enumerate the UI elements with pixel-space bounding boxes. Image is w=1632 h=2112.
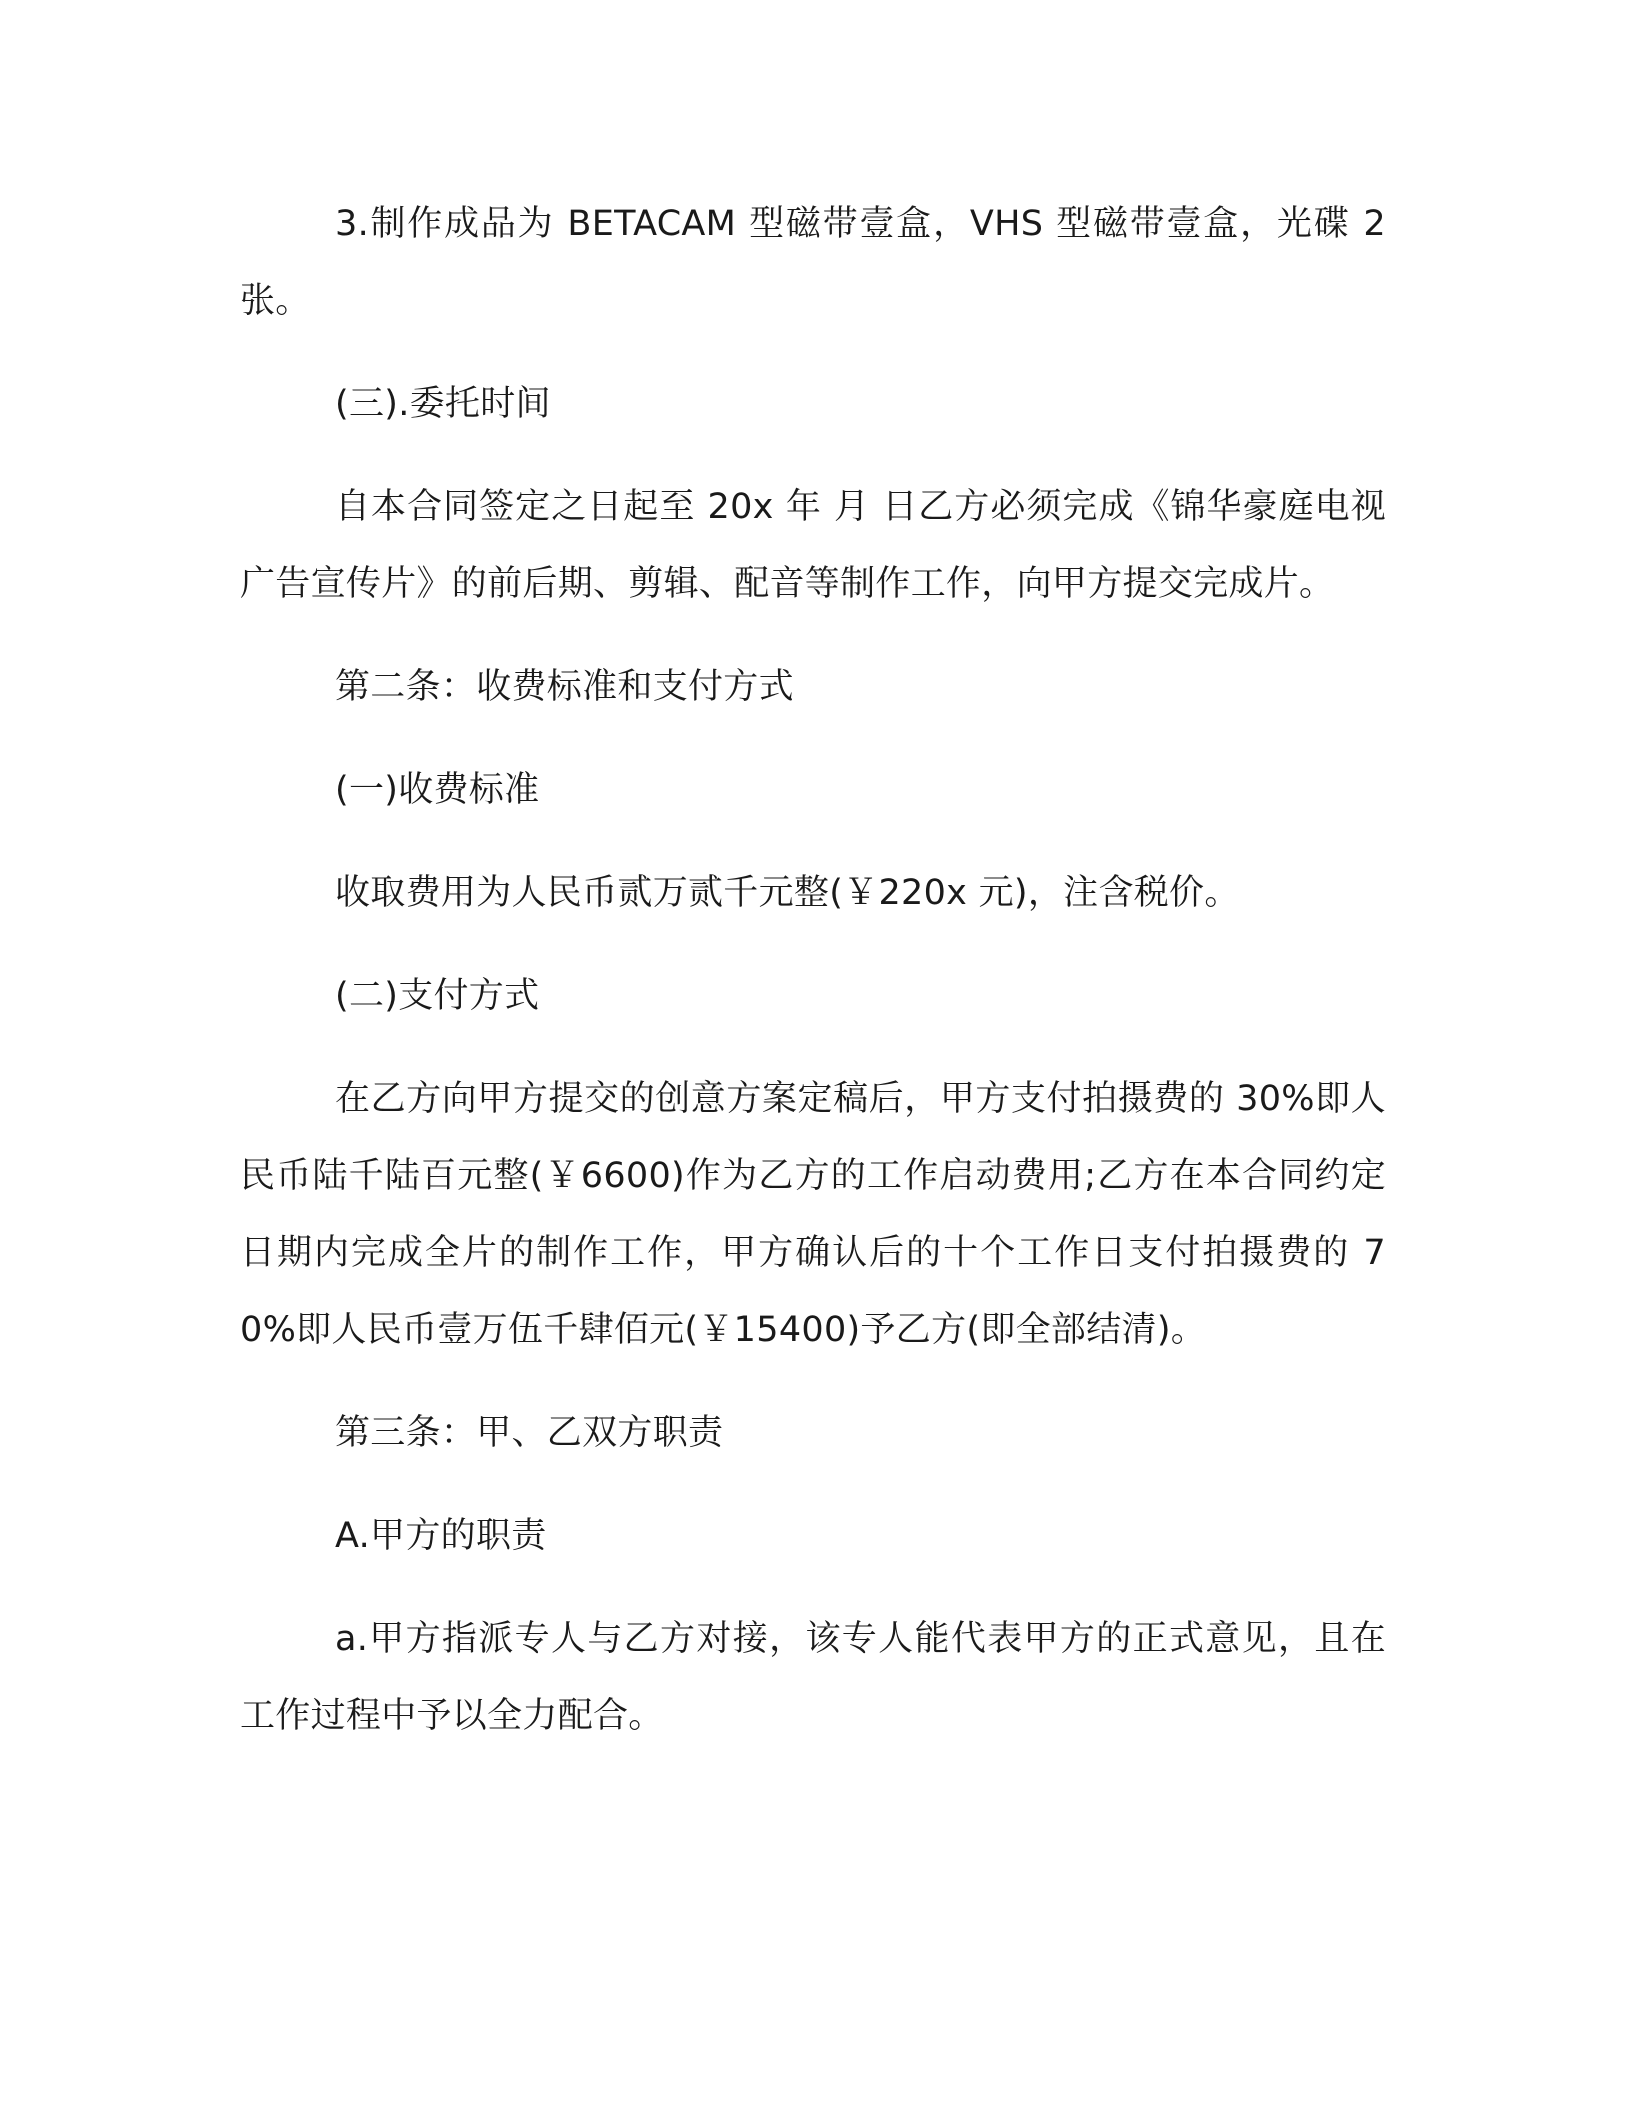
paragraph-product-deliverables: 3.制作成品为 BETACAM 型磁带壹盒，VHS 型磁带壹盒，光碟 2 张。	[240, 204, 1386, 321]
heading-party-a-duties: A.甲方的职责	[335, 1516, 547, 1556]
heading-payment-method: (二)支付方式	[335, 976, 540, 1016]
paragraph-party-a-duty-a: a.甲方指派专人与乙方对接，该专人能代表甲方的正式意见，且在工作过程中予以全力配合。	[240, 1619, 1386, 1736]
paragraph-payment-method: 在乙方向甲方提交的创意方案定稿后，甲方支付拍摄费的 30%即人民币陆千陆百元整(￥6600)作为乙方的工作启动费用;乙方在本合同约定日期内完成全片的制作工作，甲方确认后的十个工作日支付拍摄费的 70%即人民币壹万伍千肆佰元(￥15400)予乙方(即全部结清)。	[240, 1079, 1386, 1350]
heading-article-2: 第二条：收费标准和支付方式	[335, 667, 794, 707]
heading-fee-standard: (一)收费标准	[335, 770, 540, 810]
heading-article-3: 第三条：甲、乙双方职责	[335, 1413, 724, 1453]
document-body	[240, 186, 1386, 1781]
paragraph-commission-time: 自本合同签定之日起至 20x 年 月 日乙方必须完成《锦华豪庭电视广告宣传片》的前后期、剪辑、配音等制作工作，向甲方提交完成片。	[240, 487, 1386, 604]
heading-commission-time: (三).委托时间	[335, 384, 551, 424]
paragraph-fee-standard: 收取费用为人民币贰万贰千元整(￥220x 元)，注含税价。	[335, 873, 1240, 913]
